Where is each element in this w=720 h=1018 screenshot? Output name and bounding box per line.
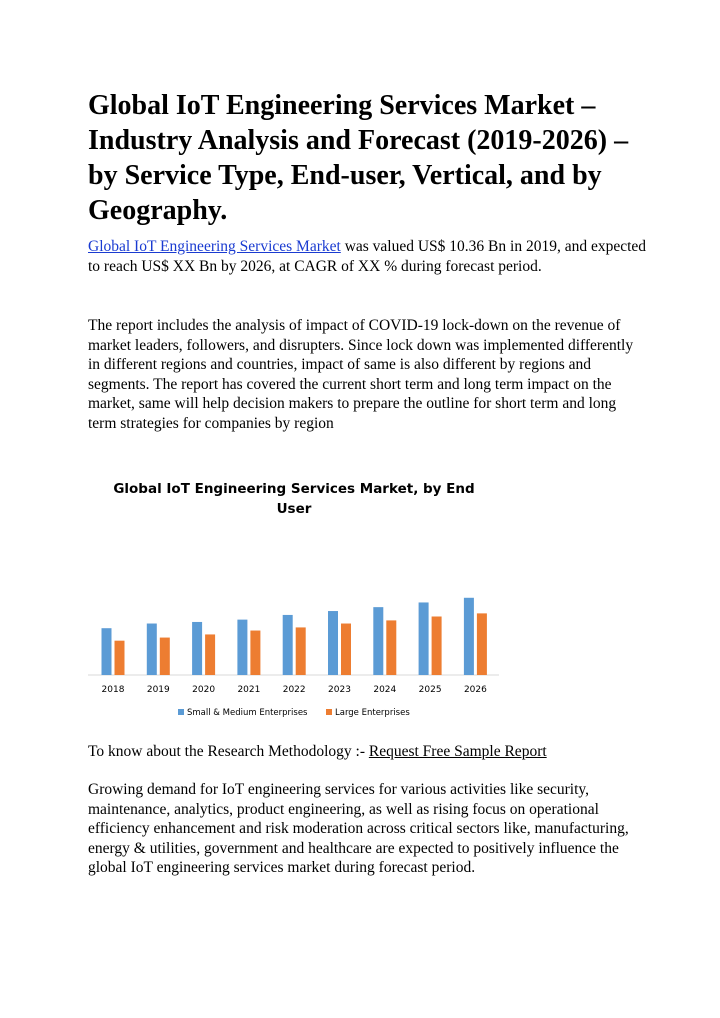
bars-group (102, 598, 487, 675)
large-bar-2018 (115, 641, 125, 675)
sme-bar-2025 (419, 602, 429, 675)
x-tick-label: 2025 (418, 685, 442, 695)
x-tick-label: 2018 (101, 685, 125, 695)
sme-bar-2021 (237, 620, 247, 675)
large-bar-2024 (386, 620, 396, 675)
methodology-line (88, 742, 648, 762)
legend-label: Small & Medium Enterprises (187, 708, 308, 718)
x-tick-label: 2024 (373, 685, 397, 695)
large-bar-2025 (432, 617, 442, 676)
end-user-bar-chart (88, 470, 518, 730)
chart-svg (88, 470, 518, 730)
sme-bar-2018 (102, 628, 112, 675)
x-tick-label: 2020 (192, 685, 216, 695)
ticks-group (102, 685, 488, 695)
sme-bar-2019 (147, 624, 157, 675)
sme-bar-2024 (373, 607, 383, 675)
legend (178, 708, 410, 718)
legend-swatch (178, 709, 184, 715)
sme-bar-2022 (283, 615, 293, 675)
legend-swatch (326, 709, 332, 715)
market-link[interactable]: Global IoT Engineering Services Market (88, 238, 341, 255)
intro-text: was valued US$ 10.36 Bn in 2019, and expected to reach US$ XX Bn by 2026, at CAGR of XX % during forecast period. (88, 238, 647, 275)
legend-label: Large Enterprises (335, 708, 410, 718)
large-bar-2020 (205, 634, 215, 675)
sme-bar-2026 (464, 598, 474, 675)
document-title: Global IoT Engineering Services Market – Industry Analysis and Forecast (2019-2026) – by Service Type, End-user, Vertical, and by Geography. (88, 90, 629, 226)
large-bar-2022 (296, 627, 306, 675)
chart-title-line2: User (276, 501, 312, 517)
x-tick-label: 2022 (282, 685, 306, 695)
large-bar-2026 (477, 613, 487, 675)
methodology-text: To know about the Research Methodology :- (88, 743, 369, 760)
sme-bar-2020 (192, 622, 202, 675)
sme-bar-2023 (328, 611, 338, 675)
x-tick-label: 2019 (146, 685, 170, 695)
intro-paragraph (88, 237, 648, 276)
x-tick-label: 2021 (237, 685, 261, 695)
x-tick-label: 2026 (463, 685, 487, 695)
x-tick-label: 2023 (328, 685, 351, 695)
large-bar-2023 (341, 624, 351, 675)
covid-paragraph: The report includes the analysis of impact of COVID-19 lock-down on the revenue of market leaders, followers, and disrupters. Since lock down was implemented differently in different regions and countries, impact of same is also different by regions and segments. The report has covered the current short term and long term impact on the market, same will help decision makers to prepare the outline for short term and long term strategies for companies by region (88, 317, 634, 432)
growth-paragraph: Growing demand for IoT engineering services for various activities like security, maintenance, analytics, product engineering, as well as rising focus on operational efficiency enhancement and risk moderation across critical sectors like, manufacturing, energy & utilities, government and healthcare are expected to positively influence the global IoT engineering services market during forecast period. (88, 781, 629, 876)
large-bar-2021 (250, 631, 260, 675)
chart-title-line1: Global IoT Engineering Services Market, by End (113, 481, 475, 497)
large-bar-2019 (160, 638, 170, 675)
request-sample-link[interactable]: Request Free Sample Report (368, 743, 547, 760)
